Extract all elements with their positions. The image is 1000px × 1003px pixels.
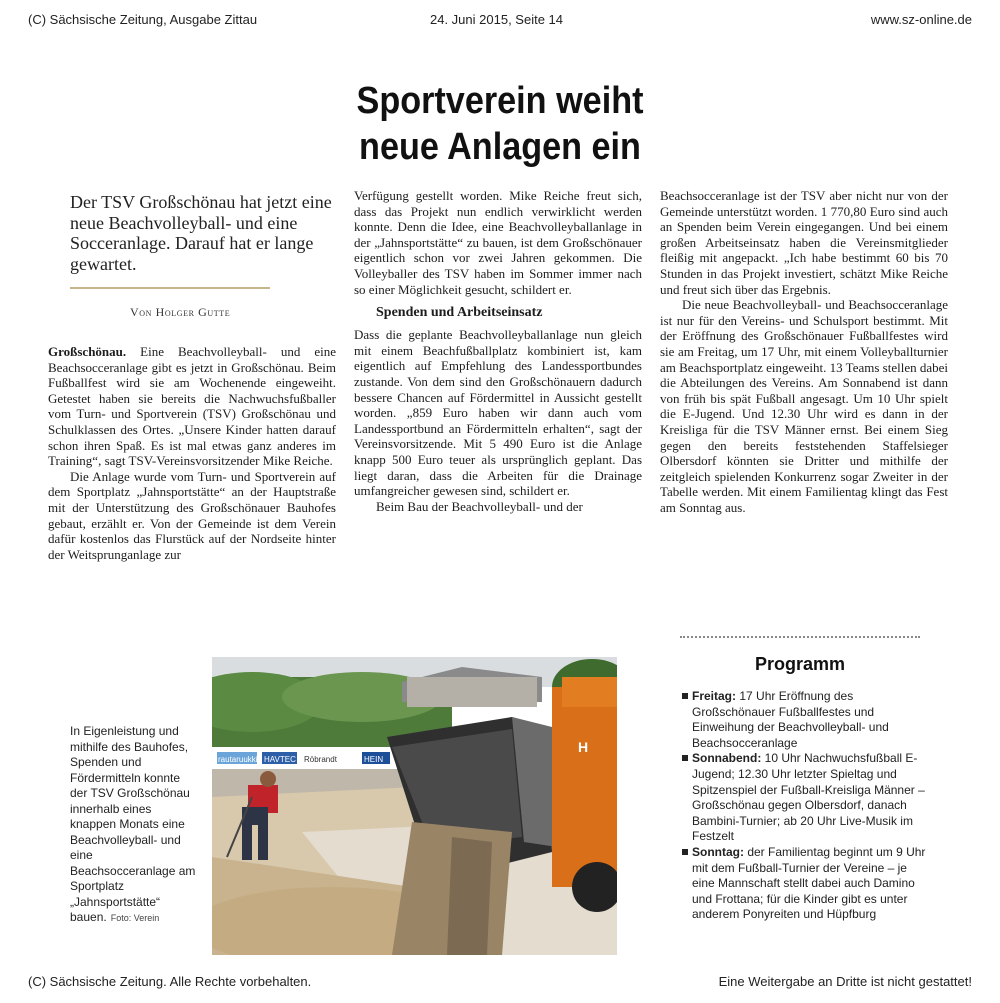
paragraph: Die Anlage wurde vom Turn- und Sportverein auf dem Sportplatz „Jahnsportstätte“ an der Hauptstraße mit der Unterstützung des Großschönauer Bauhofes gebaut, erzählt er. Von der Gemeinde ist dem Verein dafür kostenlos das Flurstück auf der Nordseite hinter der Weitsprunganlage zur: [48, 468, 336, 562]
program-title: Programm: [754, 654, 846, 674]
teaser: Der TSV Großschönau hat jetzt eine neue Beachvolleyball- und eine Socceranlage. Darauf hat er lange gewartet.: [70, 192, 332, 274]
loader-mark: H: [578, 739, 589, 755]
dotted-divider: [680, 636, 920, 638]
banner-text: rautaruukki: [218, 755, 258, 764]
program-day: Sonntag:: [692, 844, 744, 859]
footer-rights: (C) Sächsische Zeitung. Alle Rechte vorbehalten.: [28, 974, 312, 989]
paragraph: Die neue Beachvolleyball- und Beachsocceranlage ist nur für den Vereins- und Schulsport bestimmt. Mit der Eröffnung des Großschönauer Fußballfestes wird sie am Freitag, um 17 Uhr, mit einem Volleyballturnier am Beachsportplatz eingeweiht. 13 Teams stellen dabei die Abteilungen des Vereins. Am Sonnabend ist dann von früh bis spät Fußball angesagt. Um 10 Uhr spielt die E-Jugend. Und 12.30 Uhr wird es dann in der Kreisliga für die TSV Männer ernst. Bei einem Sieg gegen den bereits feststehenden Staffelsieger Olbersdorf könnten sie Dritter und mithilfe der zeitgleich spielenden Konkurrenz sogar Zweiter in der Tabelle werden. Mit einem Familientag klingt das Fest am Sonntag aus.: [660, 297, 949, 515]
article-column-2: [354, 188, 642, 514]
headline-line-1: Sportverein weiht: [356, 80, 644, 122]
paragraph: Dass die geplante Beachvolleyballanlage nun gleich mit einem Beachfußballplatz kombiniert ist, kam eigentlich auf Empfehlung des Landessportbundes zustande. Von dem sind den Großschönauern dadurch bessere Chancen auf Fördermittel in Aussicht gestellt worden. „859 Euro haben wir dann auch vom Landessportbund an Fördermitteln erhalten“, sagt der Vereinsvorsitzende. Mit 5 490 Euro ist die Anlage knapp 500 Euro teuer als ursprünglich geplant. Das liegt daran, dass die Arbeiten für die Drainage umfangreicher gewesen sind, schildert er.: [354, 327, 642, 499]
article-column-1: [48, 344, 336, 562]
header-date-page: 24. Juni 2015, Seite 14: [430, 12, 563, 27]
header-url[interactable]: www.sz-online.de: [870, 12, 972, 27]
teaser-divider: [70, 287, 270, 289]
banner-text: HAVTEC: [264, 755, 296, 764]
program-text: 17 Uhr Eröffnung des Großschönauer Fußballfestes und Einweihung der Beachvolleyball- und Beachsocceranlage: [692, 689, 889, 750]
paragraph: Verfügung gestellt worden. Mike Reiche freut sich, dass das Projekt nun endlich verwirklicht werden konnte. Denn die Idee, eine Beachvolleyballanlage in der „Jahnsportstätte“ zu bauen, ist dem Großschönauer eigentlich schon vor zwei Jahren gekommen. Die Volleyballer des TSV haben im Sommer immer nach so einer Möglichkeit gesucht, schildert er.: [354, 188, 642, 297]
article-photo: [212, 657, 617, 955]
bullet-icon: [682, 849, 688, 855]
footer-notice: Eine Weitergabe an Dritte ist nicht gestattet!: [718, 974, 972, 989]
header-source: (C) Sächsische Zeitung, Ausgabe Zittau: [28, 12, 258, 27]
program-day: Freitag:: [692, 689, 737, 703]
program-day: Sonnabend:: [692, 751, 762, 766]
caption-text: In Eigenleistung und mithilfe des Bauhofes, Spenden und Fördermitteln konnte der TSV Großschönau innerhalb eines knappen Monats eine Beachvolleyball- und eine Beachsocceranlage am Sportplatz „Jahnsportstätte“ bauen.: [70, 724, 196, 924]
paragraph-text: Eine Beachvolleyball- und eine Beachsocceranlage gibt es jetzt in Großschönau. Beim Fußballfest wird sie am Wochenende eingeweiht. Getestet haben sie bereits die Nachwuchsfußballer vom Turn- und Sportverein (TSV) Großschönau und Schulklassen des Ortes. „Unsere Kinder hatten darauf schon ihren Spaß. Es ist mal etwas ganz anderes im Training“, sagt TSV-Vereinsvorsitzender Mike Reiche.: [48, 344, 336, 469]
program-item-sunday: [680, 845, 930, 923]
paragraph: Beim Bau der Beachvolleyball- und der: [376, 498, 583, 514]
paragraph: [48, 344, 336, 469]
program-item-saturday: [680, 751, 930, 845]
photo-caption: [70, 724, 200, 927]
program-item-friday: [680, 689, 930, 751]
dateline: Großschönau.: [48, 344, 127, 359]
subhead: Spenden und Arbeitseinsatz: [376, 305, 543, 321]
headline-line-2: neue Anlagen ein: [359, 126, 641, 168]
program-text: der Familientag beginnt um 9 Uhr mit dem Fußball-Turnier der Vereine – je eine Mannschaft stellt dabei auch Damino und Frottana; für die Kinder gibt es unter anderem Ponyreiten und Hüpfburg: [692, 844, 926, 922]
banner-text: HEIN: [364, 755, 384, 764]
program-list: [680, 689, 930, 923]
headline: [275, 78, 725, 170]
byline: Von Holger Gutte: [130, 305, 231, 319]
photo-credit: Foto: Verein: [110, 913, 160, 923]
bullet-icon: [682, 755, 688, 761]
bullet-icon: [682, 693, 688, 699]
photo-illustration: [212, 657, 617, 955]
banner-text: Röbrandt: [304, 755, 337, 764]
article-column-3: [660, 188, 948, 515]
paragraph: Beachsocceranlage ist der TSV aber nicht nur von der Gemeinde unterstützt worden. 1 770,80 Euro sind auch an Spenden beim Verein eingegangen. Und bei einem großen Arbeitseinsatz haben die Vereinsmitglieder fleißig mit angepackt. „Ich habe bestimmt 60 bis 70 Stunden in das Projekt investiert, schätzt Mike Reiche und freut sich über das Ergebnis.: [660, 188, 948, 297]
program-text: 10 Uhr Nachwuchsfußball E-Jugend; 12.30 Uhr letzter Spieltag und Spitzenspiel der Fußball-Kreisliga Männer – Großschönau gegen Olbersdorf, danach Bambini-Turnier; ab 20 Uhr Live-Musik im Festzelt: [692, 751, 925, 844]
